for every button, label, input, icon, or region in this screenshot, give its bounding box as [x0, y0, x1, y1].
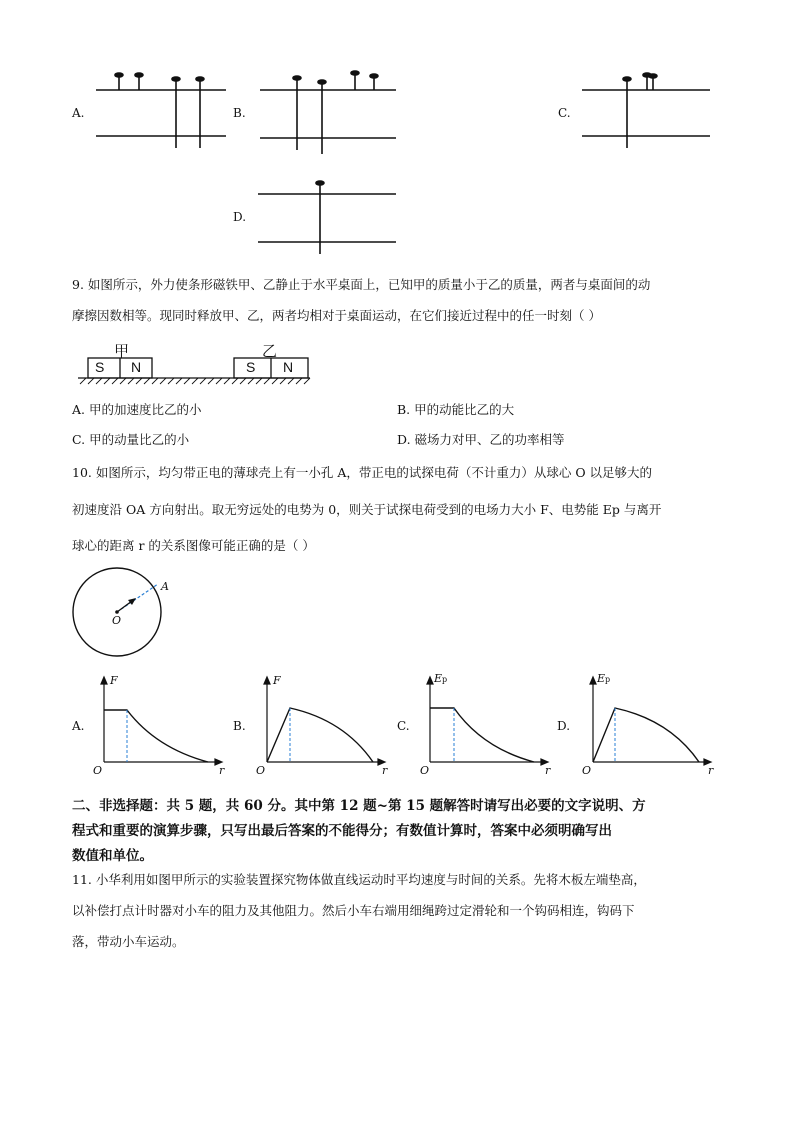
q11-stem-line-3: 落，带动小车运动。 [72, 934, 185, 949]
q10-graph-d-ylabel: Ep [597, 672, 611, 685]
q10-graph-d-letter: D. [557, 719, 571, 733]
q9-option-d: D. 磁场力对甲、乙的功率相等 [397, 432, 565, 447]
q9-option-b: B. 甲的动能比乙的大 [397, 402, 515, 417]
q9-stem-line-1: 9. 如图所示，外力使条形磁铁甲、乙静止于水平桌面上，已知甲的质量小于乙的质量，两者与桌面间的动 [72, 277, 651, 292]
q10-graph-a-origin: O [93, 764, 103, 777]
q10-graph-c-ylabel: Ep [434, 672, 448, 685]
q10-graph-d [585, 676, 713, 766]
q10-stem-line-2: 初速度沿 OA 方向射出。取无穷远处的电势为 0，则关于试探电荷受到的电场力大小 F、电势能 Ep 与离开 [72, 502, 662, 517]
q10-graph-d-xlabel: r [708, 764, 714, 777]
q8-option-a-figure [92, 70, 228, 152]
q10-graph-c-origin: O [420, 764, 430, 777]
q10-stem-line-3: 球心的距离 r 的关系图像可能正确的是（ ） [72, 538, 315, 553]
q11-stem-line-2: 以补偿打点计时器对小车的阻力及其他阻力。然后小车右端用细绳跨过定滑轮和一个钩码相连，钩码下 [72, 903, 635, 918]
q8-option-c-figure [580, 70, 712, 152]
q10-graph-c-xlabel: r [545, 764, 551, 777]
q8-option-c-label: C. [558, 106, 571, 120]
q8-option-d-label: D. [233, 210, 247, 224]
q8-option-a-label: A. [72, 106, 85, 120]
q8-option-b-label: B. [233, 106, 246, 120]
q9-magnet-right-s: S [246, 359, 256, 375]
q9-magnets-figure [76, 356, 312, 388]
q9-magnet-left-name: 甲 [114, 342, 130, 360]
q8-option-d-figure [256, 178, 398, 258]
q10-graph-c-letter: C. [397, 719, 410, 733]
q10-graph-b [259, 676, 387, 766]
q10-graph-a-letter: A. [72, 719, 85, 733]
q9-magnet-left-s: S [95, 359, 105, 375]
q8-option-b-figure [256, 68, 398, 156]
q10-graph-b-ylabel: F [273, 674, 281, 687]
section2-heading-line-2: 程式和重要的演算步骤，只写出最后答案的不能得分；有数值计算时，答案中必须明确写出 [72, 823, 612, 839]
q9-stem-line-2: 摩擦因数相等。现同时释放甲、乙，两者均相对于桌面运动，在它们接近过程中的任一时刻（ ） [72, 308, 601, 323]
section2-heading-line-1: 二、非选择题：共 5 题，共 60 分。其中第 12 题~第 15 题解答时请写出必要的文字说明、方 [72, 798, 646, 814]
q10-graph-b-xlabel: r [382, 764, 388, 777]
section2-heading-line-3: 数值和单位。 [72, 848, 153, 864]
q10-point-o-label: O [112, 614, 122, 627]
q10-point-a-label: A [161, 580, 169, 593]
q10-graph-b-origin: O [256, 764, 266, 777]
q11-stem-line-1: 11. 小华利用如图甲所示的实验装置探究物体做直线运动时平均速度与时间的关系。先将木板左端垫高， [72, 872, 646, 887]
q9-magnet-right-name: 乙 [262, 342, 278, 360]
q10-graph-a [96, 676, 224, 766]
q9-option-c: C. 甲的动量比乙的小 [72, 432, 190, 447]
q9-magnet-left-n: N [131, 359, 142, 375]
q10-graph-c [422, 676, 550, 766]
q10-graph-a-xlabel: r [219, 764, 225, 777]
q9-option-a: A. 甲的加速度比乙的小 [72, 402, 202, 417]
q10-graph-d-origin: O [582, 764, 592, 777]
q9-magnet-right-n: N [283, 359, 294, 375]
q10-stem-line-1: 10. 如图所示，均匀带正电的薄球壳上有一小孔 A，带正电的试探电荷（不计重力）从球心 O 以足够大的 [72, 465, 653, 480]
q10-graph-a-ylabel: F [110, 674, 118, 687]
q10-graph-b-letter: B. [233, 719, 246, 733]
